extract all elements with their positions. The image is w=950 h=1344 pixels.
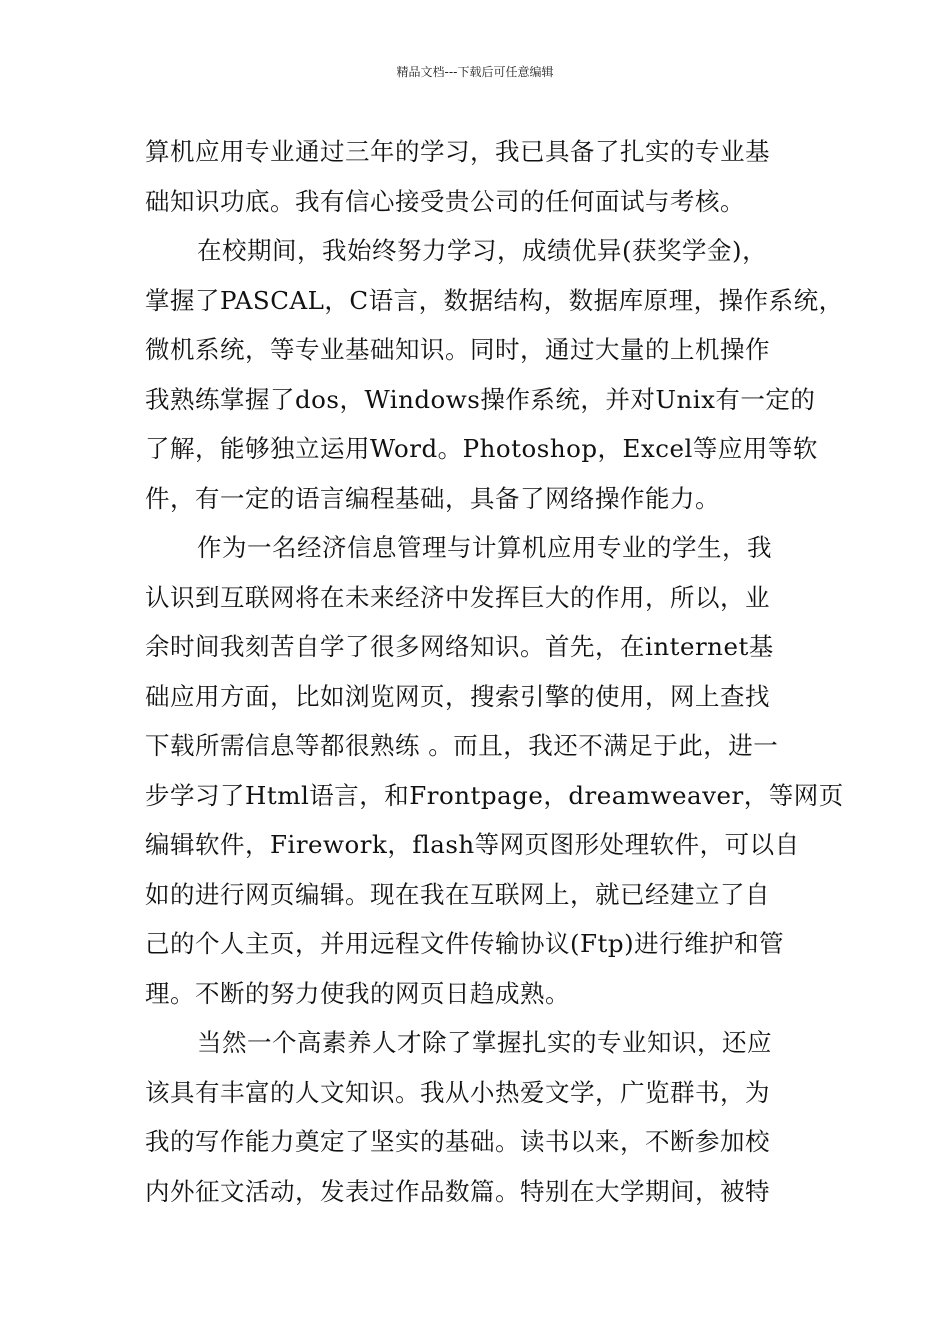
text-line: 认识到互联网将在未来经济中发挥巨大的作用，所以，业 [145,582,770,612]
text-line: 我熟练掌握了dos，Windows操作系统，并对Unix有一定的 [145,384,816,414]
text-line: 础应用方面，比如浏览网页，搜索引擎的使用，网上查找 [145,681,770,711]
text-line: 了解，能够独立运用Word。Photoshop，Excel等应用等软 [145,434,818,463]
text-line: 作为一名经济信息管理与计算机应用专业的学生，我 [197,533,772,562]
text-line: 如的进行网页编辑。现在我在互联网上，就已经建立了自 [145,879,770,909]
text-line: 在校期间，我始终努力学习，成绩优异(获奖学金)， [197,236,768,265]
text-line: 当然一个高素养人才除了掌握扎实的专业知识，还应 [197,1028,772,1057]
text-line: 内外征文活动，发表过作品数篇。特别在大学期间，被特 [145,1176,770,1206]
text-line: 础知识功底。我有信心接受贵公司的任何面试与考核。 [145,186,745,216]
text-line: 件，有一定的语言编程基础，具备了网络操作能力。 [145,483,720,513]
text-line: 己的个人主页，并用远程文件传输协议(Ftp)进行维护和管 [145,929,785,958]
text-line: 算机应用专业通过三年的学习，我已具备了扎实的专业基 [145,137,770,166]
text-line: 下载所需信息等都很熟练 。而且，我还不满足于此，进一 [145,731,779,760]
text-line: 步学习了Html语言，和Frontpage，dreamweaver，等网页 [145,780,844,810]
text-line: 理。不断的努力使我的网页日趋成熟。 [145,978,570,1008]
text-line: 掌握了PASCAL，C语言，数据结构，数据库原理，操作系统， [145,285,844,315]
body-text [145,127,844,1216]
text-line: 我的写作能力奠定了坚实的基础。读书以来，不断参加校 [145,1127,770,1156]
text-line: 微机系统，等专业基础知识。同时，通过大量的上机操作 [145,335,770,364]
page-header: 精品文档---下载后可任意编辑 [396,65,554,79]
text-line: 该具有丰富的人文知识。我从小热爱文学，广览群书，为 [145,1077,770,1107]
text-line: 编辑软件，Firework，flash等网页图形处理软件，可以自 [145,830,800,859]
text-line: 余时间我刻苦自学了很多网络知识。首先，在internet基 [145,632,774,661]
